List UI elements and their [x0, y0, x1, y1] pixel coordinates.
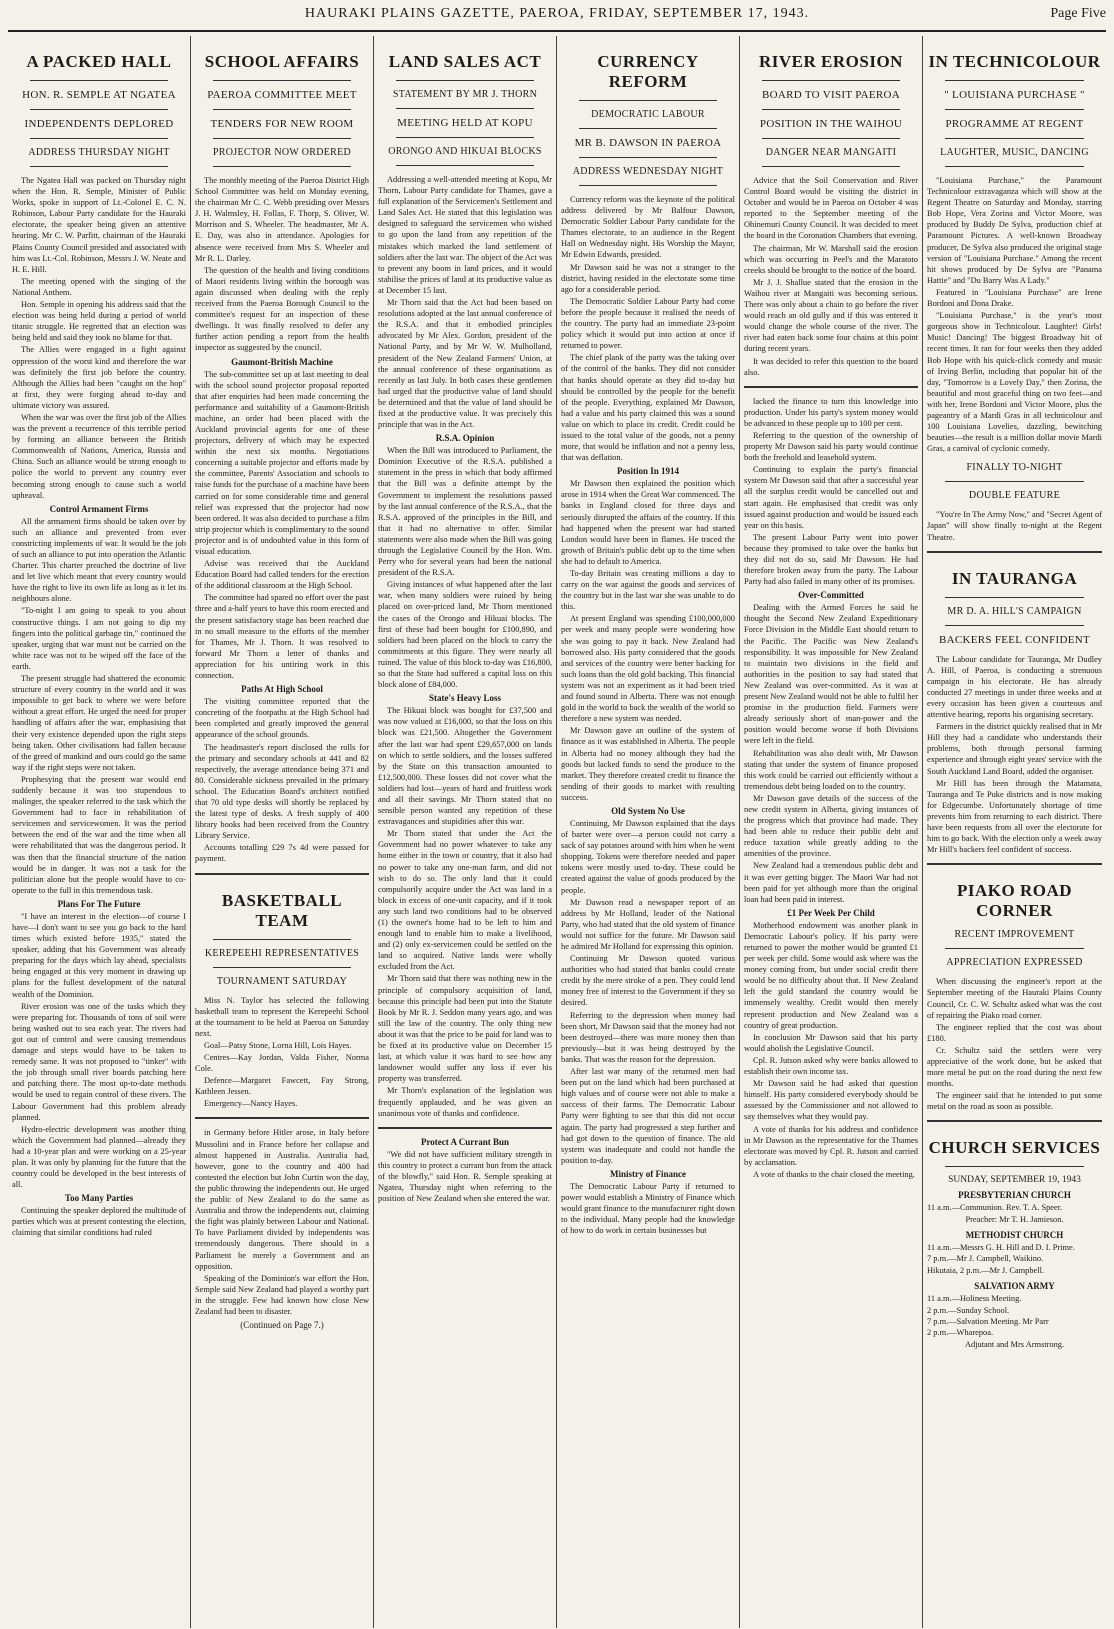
paragraph: Goal—Patsy Stone, Lorna Hill, Lois Hayes.	[204, 1040, 352, 1050]
paragraph: Mr Dawson then explained the position which arose in 1914 when the Great War commenced. The banks in England closed for three days and seriously disrupted the affairs of the country. If this had happened when the present war had started London would have been in flames. He traced the growth of Britain's public debt up to the time when she had to default to America.	[561, 479, 735, 566]
article-body	[927, 509, 1102, 542]
service-line: 7 p.m.—Salvation Meeting. Mr Parr	[927, 1316, 1049, 1326]
paragraph: Centres—Kay Jordan, Valda Fisher, Norma Cole.	[195, 1053, 369, 1074]
paragraph: It was decided to refer this question to the board also.	[744, 356, 918, 377]
article-body	[744, 396, 918, 1180]
service-list	[927, 1202, 1102, 1225]
paragraph: Farmers in the district quickly realised that in Mr Hill they had a candidate who understands their problems, both through personal farming experience and through eight years' service with the South Auckland Land Board, added the organiser.	[927, 722, 1102, 776]
divider	[213, 967, 351, 968]
article-body	[927, 654, 1102, 856]
divider	[945, 948, 1084, 949]
paragraph: Mr Thorn said that there was nothing new in the principle of compulsory acquisition of land, because this principle had been put into the Statute Book by Mr R. J. Seddon many years ago, and was still the law of the country. The only thing new about it was that the price to be paid for land was to be fixed at its productive value on December 15 last, at which value it was hard to see how any landowner would suffer any loss if ever his property was transferred.	[378, 974, 552, 1084]
article-headline: A PACKED HALL	[26, 52, 172, 71]
paragraph: When discussing the engineer's report at the September meeting of the Hauraki Plains County Council, Cr. C. W. Schultz asked what was the cost of repairing the Piako road corner.	[927, 977, 1102, 1020]
section-subhead: Over-Committed	[798, 590, 864, 601]
article-headline: IN TECHNICOLOUR	[928, 52, 1101, 71]
article-body	[744, 175, 918, 378]
paragraph: The committee had spared no effort over the past three and a-half years to have this room erected and the present satisfactory stage has been reached due in no small measure to the efforts of the member for Thames, Mr J. Thorn. It was resolved to forward Mr Thorn a letter of thanks and appreciation for his untiring work in this connection.	[195, 593, 369, 681]
paragraph: Advise was received that the Auckland Education Board had called tenders for the erection of the additional classroom at the High School.	[195, 559, 369, 591]
divider	[213, 80, 351, 81]
article-subhead: PROGRAMME AT REGENT	[945, 118, 1084, 130]
paragraph: The engineer replied that the cost was about £180.	[927, 1022, 1102, 1043]
paragraph: Cpl. R. Jutson asked why were banks allowed to establish their own income tax.	[744, 1055, 918, 1077]
church-name: METHODIST CHURCH	[965, 1230, 1064, 1241]
section-subhead: Plans For The Future	[57, 898, 141, 909]
divider	[762, 138, 900, 139]
paragraph: A vote of thanks for his address and confidence in Mr Dawson as the representative for the Thames electorate was moved by Cpl. R. Jutson and carried by acclamation.	[744, 1124, 918, 1167]
paragraph: After last war many of the returned men had been put on the land which had been purchased at high values and of course were not able to make a success of their farms. The Democratic Labour Party were fighting to see that this did not occur again. The party had progressed a step further and had got down to the question of finance. The old system was inadequate and could not handle the position to-day.	[561, 1067, 735, 1165]
section-subhead: State's Heavy Loss	[429, 693, 501, 704]
article-subhead: RECENT IMPROVEMENT	[954, 929, 1075, 941]
paragraph: Mr Dawson said he had asked that question himself. His party considered everybody should be assessed by the Commissioner and not allowed to say themselves what they would pay.	[744, 1079, 918, 1122]
paragraph: Hon. Semple in opening his address said that the election was being held during a period of world titanic struggle. He regretted that an election was being held and said they took no blame for that.	[12, 300, 186, 343]
paragraph: The Democratic Soldier Labour Party had come before the people because it realised the needs of the country. The party had an immediate 23-point policy which it would put into action at once if returned to power.	[561, 296, 735, 351]
article-subhead: LAUGHTER, MUSIC, DANCING	[940, 147, 1089, 158]
paragraph: Mr Thorn said that the Act had been based on resolutions adopted at the last annual conference of the R.S.A. and that it embodied principles advocated by Mr Alex. Gordon, president of the National Party, and by Mr W. W. Mulholland, president of the New Zealand Farmers' Union, at the annual conference of these organisations as recently as last July. In both cases these gentlemen had urged that the productive value of land should be determined and that the value of land should be fixed at the productive value. It was precisely this principle that was in the Act.	[378, 298, 552, 430]
article-body	[927, 976, 1102, 1112]
paragraph: To-day Britain was creating millions a day to carry on the war against the goods and services of the country but in the last war she was unable to do this.	[561, 569, 735, 612]
service-line: Hikutaia, 2 p.m.—Mr J. Campbell.	[927, 1265, 1045, 1275]
paragraph: lacked the finance to turn this knowledge into production. Under his party's system money would be advanced to these people up to 100 per cent.	[744, 396, 918, 428]
masthead-title: HAURAKI PLAINS GAZETTE, PAEROA, FRIDAY, SEPTEMBER 17, 1943.	[304, 6, 810, 21]
article-body	[195, 175, 369, 865]
article-headline: CURRENCY REFORM	[597, 52, 699, 91]
article-subhead: TOURNAMENT SATURDAY	[216, 975, 348, 987]
paragraph: Continuing to explain the party's financial system Mr Dawson said that after a successful year all the surplus credit would be cancelled out and start again. He emphasised that credit was only issued against production and would be issued each year on this basis.	[744, 465, 918, 530]
paragraph: The Ngatea Hall was packed on Thursday night when the Hon. R. Semple, Minister of Public Works, spoke in support of Lt.-Colonel E. C. N. Robinson, Labour Party candidate for the Hauraki electorate, the speaker being given an attentive hearing. Mr C. W. Parfitt, chairman of the Hauraki Plains County Council presided and associated with him was Lt.-Col. Robinson, Messrs J. W. Neate and H. E. Hill.	[12, 176, 186, 274]
paragraph: Mr Thorn stated that under the Act the Government had no power whatever to take any home either in the town or country, that it also had no power to take any one-man farm, and did not wish to do so. The only land that it could compulsorily acquire under the Act was land in a block in excess of one-unit capacity, and if it took any such land two conditions had to be observed (1) the owner's home had to be left to him and enough land to enable him to make a livelihood, and (2) only ex-servicemen could be settled on the land so acquired. Native lands were wholly excluded from the Act.	[378, 829, 552, 972]
article-subhead: HON. R. SEMPLE AT NGATEA	[22, 89, 176, 101]
paragraph: The chairman, Mr W. Marshall said the erosion which was occurring in Peel's and the Maratoto creeks should be brought to the notice of the board.	[744, 243, 918, 275]
section-divider	[927, 551, 1102, 553]
service-line: 11 a.m.—Communion. Rev. T. A. Speer.	[927, 1203, 1063, 1213]
article-subhead: DEMOCRATIC LABOUR	[591, 109, 705, 120]
article-subhead: " LOUISIANA PURCHASE "	[944, 89, 1085, 101]
article-subhead: ORONGO AND HIKUAI BLOCKS	[388, 146, 542, 157]
paragraph: Defence—Margaret Fawcett, Fay Strong, Kathleen Jessen.	[195, 1076, 369, 1097]
section-divider	[927, 1120, 1102, 1122]
service-line: 2 p.m.—Sunday School.	[927, 1305, 1010, 1315]
divider	[762, 166, 900, 167]
section-subhead: R.S.A. Opinion	[435, 433, 495, 444]
section-subhead: Ministry of Finance	[610, 1168, 686, 1179]
columns	[8, 36, 1106, 1628]
article-headline: BASKETBALL TEAM	[221, 890, 343, 930]
paragraph: The monthly meeting of the Paeroa District High School Committee was held on Monday evening, the chairman Mr C. C. Webb presiding over Messrs J. H. Walmsley, H. Follas, F. Thorp, S. Oliver, W. Morrison and S. Wheeler. The headmaster, Mr A. E. Day, was also in attendance. Apologies for absence were received from Mrs S. Wheeler and Mr R. L. Darley.	[195, 176, 369, 263]
paragraph: Emergency—Nancy Hayes.	[204, 1099, 298, 1109]
column-land-sales-act	[374, 36, 557, 1628]
paragraph: Speaking of the Dominion's war effort the Hon. Semple said New Zealand had played a worthy part in the struggle. Few had known how close New Zealand had been to disaster.	[195, 1273, 369, 1316]
article-body	[927, 175, 1102, 454]
divider	[579, 185, 717, 186]
paragraph: Dealing with the Armed Forces he said he thought the Second New Zealand Expeditionary Force Division in the Middle East should return to the Pacific. The Pacific was New Zealand's responsibility. It was impossible for New Zealand to maintain two divisions in the field and authorities in the position to say had stated that New Zealand was over-committed. As it was at present New Zealand would not be able to fulfil her promise in the production field. Farmers were already seriously short of man-power and the position would become worse if both Divisions were left in the field.	[744, 603, 918, 746]
paragraph: Accounts totalling £29 7s 4d were passed for payment.	[195, 843, 369, 864]
paragraph: The sub-committee set up at last meeting to deal with the school sound projector proposal reported that after enquiries had been made concerning the performance and suitability of a Gaumont-British machine, an order had been placed with the Auckland provincial agents for one of these projectors, delivery of which may be expected within the next six months. Negotiations concerning a suitable projector and efforts made by the committee, Parents' Association and schools to raise funds for the purchase of a machine have been carried on for some considerable time and general relief was expressed that the projector had now been ordered. It was also decided to purchase a film strip projector which is complimentary to the sound projector and is of undoubted value in this form of visual education.	[195, 369, 369, 556]
paragraph: in Germany before Hitler arose, in Italy before Mussolini and in France before her collapse and almost happened in Australia. Australia had, however, gone to the country and 400 had contested the election but John Curtin won the day, the public throwing the independents out. He urged the public of New Zealand to do the same as Australia and throw the independents out, claiming the fight was plainly between Labour and National. To have Parliament divided by independents was tremendously dangerous. There should in a Parliament be merely a Government and an opposition.	[195, 1128, 369, 1271]
church-date: SUNDAY, SEPTEMBER 19, 1943	[948, 1175, 1081, 1186]
section-subhead: Control Armament Firms	[49, 503, 149, 514]
paragraph: Mr Thorn's explanation of the legislation was frequently applauded, and he was given an unanimous vote of thanks and confidence.	[378, 1086, 552, 1118]
paragraph: Mr J. J. Shallue stated that the erosion in the Waihou river at Mangaiti was becoming serious. There was only about a chain to go before the river would reach an old gully and if this was entered it would change the whole course of the river. The river had eaten back some four chains at this point during recent years.	[744, 277, 918, 354]
page-number: Page Five	[1050, 6, 1106, 21]
paragraph: Mr Dawson gave an outline of the system of finance as it was established in Alberta. The people in Alberta had no money although they had the goods but lacked funds to send the produce to the market. They therefore created credit to finance the sending of their goods to market with resulting success.	[561, 726, 735, 802]
paragraph: At present England was spending £100,000,000 per week and many people were wondering how she was going to pay it back. New Zealand had borrowed also. His party considered that the goods and services of the country were better backing for such loans than the old gold backing. This financial system was not an experiment as it had been tried and found sound in Alberta. There was not enough gold in the world to back the wealth of the world so therefore a new system was needed.	[561, 614, 735, 724]
paragraph: A vote of thanks to the chair closed the meeting.	[753, 1169, 915, 1179]
paragraph: The engineer said that he intended to put some metal on the road as soon as possible.	[927, 1091, 1102, 1112]
divider	[579, 128, 717, 129]
divider	[945, 481, 1084, 482]
paragraph: "Louisiana Purchase," is the year's most gorgeous show in Technicolour. Laughter! Girls! Music! Dancing! The biggest Broadway hit of recent times. It ran for four weeks then they added Bob Hope with his quick-click comedy and music of Irving Berlin, including that popular hit of the day, "Tomorrow is a Lovely Day," then Zorina, the beautiful and most graceful thing on two feet—and with her, Irene Bordoni and Victor Moore, plus the pageantry of a Mardi Gras in all technicolour and 100 Louisiana Lovelies, dazzling, bewitching beauties—the result is a million dollar movie Mardi Gras, a carnival of cyclonic comedy.	[927, 311, 1102, 454]
article-subhead: DANGER NEAR MANGAITI	[765, 147, 897, 158]
paragraph: Cr. Schultz said the settlers were very appreciative of the work done, but he asked that more metal be put on the road during the next few months.	[927, 1045, 1102, 1089]
article-body	[378, 1149, 552, 1204]
paragraph: Mr Dawson gave details of the success of the new credit system in Alberta, giving instances of the progress which that province had made. They had been able to reduce their public debt and reduce taxation while greatly adding to the amenities of the province.	[744, 793, 918, 859]
paragraph: Mr Hill has been through the Matamata, Tauranga and Te Puke districts and is now making for Edgecumbe. Unfortunately shortage of time prevents him from returning to each district. There have been requests from all over the electorate for him to go back. With the election only a week away Mr Hill's backers feel confident of success.	[927, 778, 1102, 855]
section-subhead: £1 Per Week Per Child	[787, 907, 875, 918]
service-line: 7 p.m.—Mr J. Campbell, Waikino.	[927, 1254, 1044, 1264]
paragraph: Giving instances of what happened after the last war, when many soldiers were ruined by being placed on over-priced land, Mr Thorn mentioned the cases of the Orongo and Hikuai blocks. The first of these had been bought for £100,890, and soldiers had been placed on the block to carry the commitments at this figure. They were nearly all ruined. The value of this block to-day was £16,800, so that the State had suffered a capital loss on this block alone of £84,000.	[378, 580, 552, 690]
paragraph: "We did not have sufficient military strength in this country to protect a currant bun from the attack of the blowfly," said Hon. R. Semple speaking at Ngatea, Thursday night when referring to the position of New Zealand when she entered the war.	[378, 1149, 552, 1204]
divider	[396, 80, 534, 81]
divider	[945, 109, 1084, 110]
divider	[945, 166, 1084, 167]
paragraph: Rehabilitation was also dealt with, Mr Dawson stating that under the system of finance proposed this work could be carried out efficiently without a tremendous debt being loaded on to the country.	[744, 748, 918, 791]
article-body	[378, 174, 552, 1119]
article-headline: LAND SALES ACT	[388, 52, 542, 71]
divider	[30, 138, 168, 139]
article-headline: IN TAURANGA	[951, 568, 1078, 588]
divider	[213, 166, 351, 167]
section-subhead: Paths At High School	[241, 684, 323, 695]
article-subhead: POSITION IN THE WAIHOU	[759, 118, 903, 130]
section-subhead: Old System No Use	[611, 805, 685, 816]
divider	[396, 137, 534, 138]
masthead	[8, 6, 1106, 32]
article-subhead: BOARD TO VISIT PAEROA	[761, 89, 901, 101]
article-subhead: BACKERS FEEL CONFIDENT	[938, 633, 1091, 646]
paragraph: "You're In The Army Now," and "Secret Agent of Japan" will show finally to-night at the Regent Theatre.	[927, 510, 1102, 542]
article-subhead: APPRECIATION EXPRESSED	[946, 957, 1083, 969]
article-body	[561, 194, 735, 1236]
paragraph: New Zealand had a tremendous public debt and it was ever getting bigger. The Maori War had not been paid for yet although more than the original loan had been paid in interest.	[744, 861, 918, 904]
paragraph: Prophesying that the present war would end suddenly because it was too stupendous to malinger, the speaker referred to the task which the Government had to face in rehabilitation of servicemen and servicewomen. It was the period between the end of the war and the time when all were rehabilitated that was the dangerous period. It was then that the financial structure of the nation would be in danger. It was not a task for the politician alone but the people would have to co-operate to the full in this tremendous task.	[12, 774, 186, 895]
section-subhead: Too Many Parties	[64, 1193, 134, 1204]
paragraph: The Hikuai block was bought for £37,500 and was now valued at £16,000, so that the loss on this block was £21,500. Altogether the Government after the last war had spent £29,657,000 on lands on which to settle soldiers, and the losses suffered by the State on this transaction amounted to £12,500,000. These losses did not cover what the soldiers had lost—years of hard and fruitless work and all their savings. Mr Thorn stated that no sensible person wanted any repetition of these extravagances and stupidities after this war.	[378, 706, 552, 827]
paragraph: Continuing Mr Dawson quoted various authorities who had stated that banks could create credit by the mere stroke of a pen. They could lend money free of interest to the Government if they so desired.	[561, 954, 735, 1008]
paragraph: Advice that the Soil Conservation and River Control Board would be visiting the district in October and would be in Paeroa on October 4 was reported to the September meeting of the Ohinemuri County Council. It was decided to meet the board in the Coronation Chambers that evening.	[744, 176, 918, 241]
service-list	[927, 1293, 1102, 1350]
divider	[396, 165, 534, 166]
divider	[579, 100, 717, 101]
divider	[945, 597, 1084, 598]
service-line: Preacher: Mr T. H. Jamieson.	[965, 1214, 1064, 1224]
divider	[213, 109, 351, 110]
article-subhead: INDEPENDENTS DEPLORED	[24, 118, 174, 130]
divider	[762, 80, 900, 81]
section-divider	[195, 1117, 369, 1119]
paragraph: Featured in "Louisiana Purchase" are Irene Bordoni and Dona Drake.	[927, 287, 1102, 309]
paragraph: The Labour candidate for Tauranga, Mr Dudley A. Hill, of Paeroa, is conducting a strenuous campaign in his electorate. He has already conducted 27 meetings in under three weeks and at every occasion has been given a courteous and attentive hearing, reports his organising secretary.	[927, 654, 1102, 720]
article-subhead: ADDRESS WEDNESDAY NIGHT	[572, 166, 724, 177]
church-name: SALVATION ARMY	[974, 1281, 1055, 1292]
article-body	[12, 175, 186, 1239]
article-subhead: PROJECTOR NOW ORDERED	[212, 147, 352, 158]
section-subhead: Position In 1914	[616, 466, 679, 477]
paragraph: Mr Dawson read a newspaper report of an address by Mr Holland, leader of the National Party, who had stated that the old system of finance would not suffice for the future. Mr Dawson said he admired Mr Holland for expressing this opinion.	[561, 897, 735, 951]
paragraph: The present Labour Party went into power because they promised to take over the banks but they did not do so, said Mr Dawson. He had therefore broken away from the party. The Labour Party had also failed in many other of its promises.	[744, 532, 918, 587]
column-currency-reform	[557, 36, 740, 1628]
paragraph: The question of the health and living conditions of Maori residents living within the borough was again discussed when dealing with the reply received from the Paeroa Borough Council to the committee's request for an inspection of these dwellings. It was finally resolved to defer any further action pending a report from the health inspector as suggested by the council.	[195, 265, 369, 353]
section-subhead: Gaumont-British Machine	[231, 356, 333, 367]
article-subhead: MEETING HELD AT KOPU	[397, 117, 533, 129]
paragraph: Referring to the question of the ownership of property Mr Dawson said his party would continue both the freehold and leasehold system.	[744, 430, 918, 463]
section-divider	[927, 863, 1102, 865]
article-subhead: FINALLY TO-NIGHT	[966, 462, 1063, 474]
paragraph: Continuing the speaker deplored the multitude of parties which was at present contesting the election, claiming that similar conditions had ruled	[12, 1206, 186, 1238]
section-subhead: Protect A Currant Bun	[420, 1136, 510, 1147]
paragraph: River erosion was one of the tasks which they were preparing for. Thousands of tons of soil were being washed out to sea each year. The rivers had got out of control and were causing tremendous damage and steps would have to be taken to remedy same. It was not proposed to "tinker" with the job through small river boards patching here and patching there. The most up-to-date methods would be used to regain control of these rivers. The Labour Government had this problem already planned.	[12, 1001, 186, 1122]
divider	[579, 157, 717, 158]
article-subhead: DOUBLE FEATURE	[968, 490, 1061, 502]
section-divider	[378, 1127, 552, 1129]
service-line: Adjutant and Mrs Armstrong.	[964, 1339, 1065, 1349]
paragraph: "To-night I am going to speak to you about constructive things. I am not going to dip my fingers into the political garbage tin," continued the speaker, urging that war must not be carried on the white race was not to be wiped off the face of the earth.	[12, 606, 186, 671]
section-divider	[744, 386, 918, 388]
divider	[213, 939, 351, 940]
divider	[30, 109, 168, 110]
column-river-erosion	[740, 36, 923, 1628]
article-headline: RIVER EROSION	[759, 52, 903, 71]
divider	[30, 80, 168, 81]
paragraph: When the Bill was introduced to Parliament, the Dominion Executive of the R.S.A. published a statement in the press in which that body affirmed that the Bill was a definite attempt by the Government to implement the resolutions passed by the last annual conference of the R.S.A., that the R.S.A. approved of the principles in the Bill, and that it had no alternative to offer. Similar statements were also made when the Bill was going through the Legislative Council by the Hon. Wm. Perry who for several years had been the national president of the R.S.A.	[378, 446, 552, 578]
paragraph: Miss N. Taylor has selected the following basketball team to represent the Kerepeehi School at the tournament to be held at Paeroa on Saturday next.	[195, 995, 369, 1038]
column-technicolour	[923, 36, 1106, 1628]
paragraph: The headmaster's report disclosed the rolls for the primary and secondary schools at 441 and 82 respectively, the average attendance being 371 and 80. Considerable sickness prevailed in the primary school. The Education Board's architect notified that 70 old type desks will shortly be replaced by the latest type of desks. A fresh supply of 400 library books had been received from the Country Library Service.	[195, 742, 369, 841]
paragraph: When the war was over the first job of the Allies was the prevent a recurrence of this terrible period by forming an alliance between the British Commonwealth of Nations, America, Russia and China. Such an alliance would be strong enough to police the world to prevent any country ever becoming strong enough to cause such a world upheaval.	[12, 412, 186, 500]
paragraph: The meeting opened with the singing of the National Anthem.	[12, 276, 186, 297]
paragraph: All the armament firms should be taken over by such an alliance and prevented from ever constricting implements of war. It would be the job of such an alliance to put into operation the Atlantic Charter. This charter preached the doctrine of live and let live which meant that every country would have the right to live its own life as long as it let its neighbours alone.	[12, 516, 186, 604]
divider	[762, 109, 900, 110]
paragraph: Currency reform was the keynote of the political address delivered by Mr Balfour Dawson, Democratic Soldier Labour Party candidate for the Thames electorate, to an audience in the Regent Hall on Wednesday night. His Worship the Mayor, Mr Edwin Edwards, presided.	[561, 195, 735, 260]
paragraph: The chief plank of the party was the taking over of the control of the banks. They did not consider that banks should operate as they did to-day but should be controlled by the people for the benefit of the people. Everything, explained Mr Dawson, had a value and his party claimed this was a sound value on which to place its credit. Credit could be issued to the total value of the goods, not a penny more, that would be inflation and not a penny less, that was deflation.	[561, 353, 735, 463]
service-line: 2 p.m.—Wharepoa.	[927, 1328, 994, 1338]
divider	[945, 1166, 1084, 1167]
divider	[213, 138, 351, 139]
paragraph: The Democratic Labour Party if returned to power would establish a Ministry of Finance which would grant finance to the manufacturer right down to the individual. Many people had the knowledge of how to do work in certain businesses but	[561, 1181, 735, 1236]
divider	[396, 108, 534, 109]
paragraph: The Allies were engaged in a fight against oppression of the worst kind and therefore the war was definitely the first job before the country. Although the Allies had been "caught on the hop" at first, they were forging ahead to-day and ultimate victory was assured.	[12, 345, 186, 410]
paragraph: The present struggle had shattered the economic structure of every country in the world and it was impossible to get back to where we were before without a great effort. He urged the need for proper handling of affairs after the war, emphasising that their very existence depended upon the right steps being taken. Other civilisations had fallen because of the greed of mankind and ours could go the same way if the right steps were not taken.	[12, 674, 186, 772]
paragraph: "I have an interest in the election—of course I have—I don't want to see you go back to the hard times which existed before 1935," stated the speaker, adding that his Government was already preparing for the days which lay ahead, specialists being engaged at this very moment in drawing up plans for the fullest development of the natural wealth of the Dominion.	[12, 911, 186, 999]
paragraph: Motherhood endowment was another plank in Democratic Labour's policy. If his party were returned to power the mother would be granted £1 per week per child. Some would ask where was the money coming from, but under social credit there would be no difficulty about that. If New Zealand left the gold standard the country would be immensely wealthy. Credit would then merely represent production and New Zealand was a country of great production.	[744, 920, 918, 1030]
column-school-affairs	[191, 36, 374, 1628]
divider	[30, 166, 168, 167]
paragraph: Referring to the depression when money had been short, Mr Dawson said that the money had not been destroyed—there was more money then than previously—but it was being destroyed by the banks. That was the reason for the depression.	[561, 1010, 735, 1064]
paragraph: Addressing a well-attended meeting at Kopu, Mr Thorn, Labour Party candidate for Thames, gave a full explanation of the Servicemen's Settlement and Land Sales Act. He stated that this legislation was designed to safeguard the servicemen who wished to go upon the land from any repetition of the mistakes which marked the land settlement of soldiers after the last war. The object of the Act was to prevent any boom in land prices, and it would stabilise the prices of land at its productive value as at December 15 last.	[378, 175, 552, 295]
paragraph: Mr Dawson said he was not a stranger to the district, having resided in the electorate some time ago for a considerable period.	[561, 262, 735, 294]
divider	[945, 80, 1084, 81]
service-line: 11 a.m.—Messrs G. H. Hill and D. I. Prime.	[927, 1243, 1075, 1253]
article-headline: PIAKO ROAD CORNER	[956, 881, 1073, 921]
paragraph: Hydro-electric development was another thing which the Government had planned—already they had a 10-year plan and were working on a 25-year plan. It was only by planning for the future that the country could be developed in the best interests of all.	[12, 1124, 186, 1190]
article-body	[195, 1127, 369, 1317]
article-body	[195, 995, 369, 1110]
article-headline: SCHOOL AFFAIRS	[204, 52, 360, 71]
article-subhead: MR D. A. HILL'S CAMPAIGN	[947, 605, 1082, 617]
paragraph: The visiting committee reported that the concreting of the footpaths at the High School had been completed and greatly improved the general appearance of the school grounds.	[195, 697, 369, 740]
service-line: 11 a.m.—Holiness Meeting.	[927, 1294, 1022, 1304]
paragraph: Continuing, Mr Dawson explained that the days of barter were over—a person could not carry a sack of say potatoes around with him when he went shopping. Tokens were therefore needed and paper tokens were mostly used to-day. These could be created against the value of goods produced by the people.	[561, 818, 735, 895]
continued-notice: (Continued on Page 7.)	[240, 1320, 324, 1331]
article-subhead: TENDERS FOR NEW ROOM	[210, 118, 354, 130]
section-divider	[195, 873, 369, 875]
article-subhead: ADDRESS THURSDAY NIGHT	[28, 147, 170, 158]
article-headline: CHURCH SERVICES	[928, 1138, 1101, 1158]
divider	[945, 625, 1084, 626]
article-subhead: MR B. DAWSON IN PAEROA	[574, 137, 722, 149]
paragraph: In conclusion Mr Dawson said that his party would abolish the Legislative Council.	[744, 1032, 918, 1053]
divider	[945, 138, 1084, 139]
service-list	[927, 1242, 1102, 1276]
paragraph: "Louisiana Purchase," the Paramount Technicolour extravaganza which will show at the Regent Theatre on Saturday and Monday, starring Bob Hope, Vera Zorina and Victor Moore, was produced by Buddy De Sylva, production chief at Paramount Pictures. A well-known Broadway producer, De Sylva also produced the original stage version of "Louisiana Purchase." Among the recent hit shows produced by De Sylva are "Panama Hattie" and "Du Barry Was A Lady."	[927, 176, 1102, 285]
article-subhead: STATEMENT BY MR J. THORN	[392, 89, 538, 100]
column-packed-hall	[8, 36, 191, 1628]
church-name: PRESBYTERIAN CHURCH	[958, 1190, 1071, 1201]
article-subhead: KEREPEEHI REPRESENTATIVES	[204, 947, 360, 959]
article-subhead: PAEROA COMMITTEE MEET	[207, 89, 357, 101]
